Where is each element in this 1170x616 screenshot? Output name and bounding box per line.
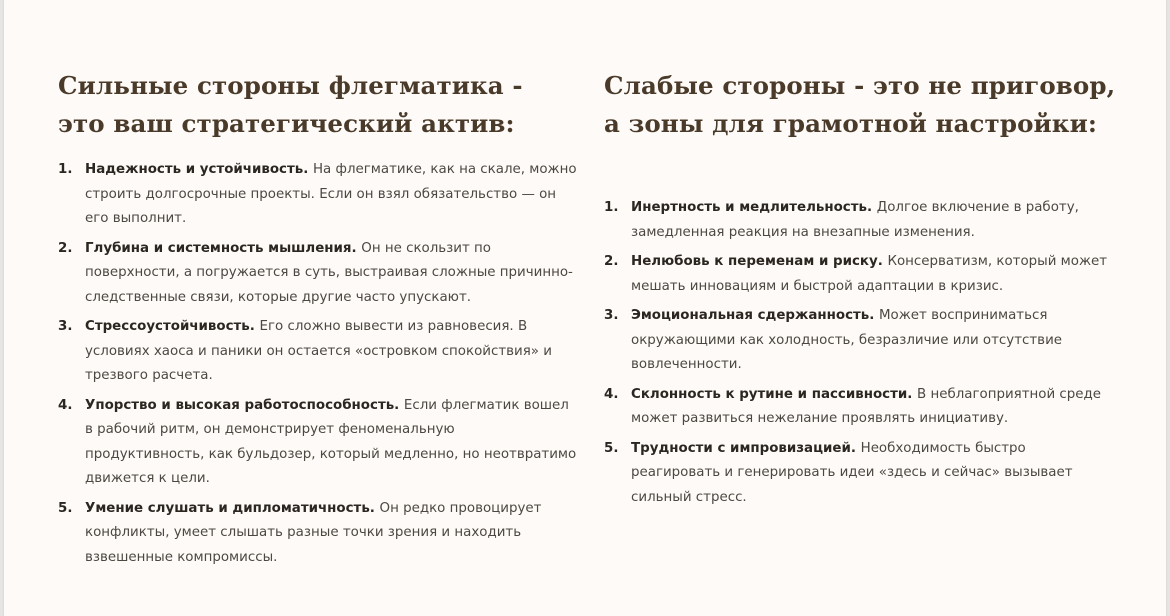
item-number: 3. xyxy=(604,308,619,323)
item-title: Глубина и системность мышления. xyxy=(85,240,362,256)
item-number: 1. xyxy=(58,162,73,177)
weaknesses-heading-line-2: а зоны для грамотной настройки: xyxy=(604,109,1097,138)
item-number: 5. xyxy=(604,440,619,456)
item-title: Упорство и высокая работоспособность. xyxy=(85,397,404,413)
weakness-item-3 xyxy=(604,304,1114,378)
item-text: Долгое включение в работу, замедленная реакция на внезапные изменения. xyxy=(631,200,1079,240)
item-title: Склонность к рутине и пассивности. xyxy=(631,386,918,402)
item-number: 5. xyxy=(58,500,73,516)
item-title: Умение слушать и дипломатичность. xyxy=(85,500,380,516)
item-text: Консерватизм, который может мешать инновациям и быстрой адаптации в кризис. xyxy=(631,254,1108,294)
item-title: Надежность и устойчивость. xyxy=(85,162,313,177)
strengths-heading-line-2: это ваш стратегический актив: xyxy=(58,109,515,138)
weaknesses-list xyxy=(604,196,1114,515)
item-title: Стрессоустойчивость. xyxy=(85,319,260,334)
item-text: В неблагоприятной среде может развиться нежелание проявлять инициативу. xyxy=(631,386,1102,426)
weaknesses-heading-line-1: Слабые стороны - это не приговор, xyxy=(604,71,1116,100)
strength-item-1 xyxy=(58,158,578,232)
strength-item-2 xyxy=(58,237,578,311)
strength-item-4 xyxy=(58,394,578,492)
item-text: Он не скользит по поверхности, а погружается в суть, выстраивая сложные причинно-следственные связи, которые другие часто упускают. xyxy=(85,240,573,305)
strengths-heading-line-1: Сильные стороны флегматика - xyxy=(58,71,523,100)
item-title: Трудности с импровизацией. xyxy=(631,440,861,456)
strength-item-3 xyxy=(58,315,578,389)
item-number: 4. xyxy=(604,386,619,402)
item-title: Инертность и медлительность. xyxy=(631,200,877,215)
item-text: Необходимость быстро реагировать и генерировать идеи «здесь и сейчас» вызывает сильный стресс. xyxy=(631,440,1073,505)
item-number: 3. xyxy=(58,319,73,334)
weakness-item-4 xyxy=(604,383,1114,432)
weakness-item-1 xyxy=(604,196,1114,245)
item-title: Эмоциональная сдержанность. xyxy=(631,308,879,323)
item-text: Он редко провоцирует конфликты, умеет слышать разные точки зрения и находить взвешенные компромиссы. xyxy=(85,500,542,565)
weakness-item-2 xyxy=(604,250,1114,299)
item-title: Нелюбовь к переменам и риску. xyxy=(631,254,888,269)
weaknesses-heading xyxy=(604,67,1115,143)
strengths-heading xyxy=(58,67,523,143)
item-text: На флегматике, как на скале, можно строить долгосрочные проекты. Если он взял обязательство — он его выполнит. xyxy=(85,162,577,226)
weakness-item-5 xyxy=(604,437,1114,511)
item-number: 2. xyxy=(58,240,73,256)
strength-item-5 xyxy=(58,497,578,571)
item-number: 1. xyxy=(604,200,619,215)
item-number: 4. xyxy=(58,397,73,413)
item-text: Если флегматик вошел в рабочий ритм, он демонстрирует феноменальную продуктивность, как бульдозер, который медленно, но неотвратимо движется к цели. xyxy=(85,397,577,486)
item-text: Может восприниматься окружающими как холодность, безразличие или отсутствие вовлеченности. xyxy=(631,308,1063,372)
strengths-list xyxy=(58,158,578,575)
item-text: Его сложно вывести из равновесия. В условиях хаоса и паники он остается «островком спокойствия» и трезвого расчета. xyxy=(85,319,552,383)
item-number: 2. xyxy=(604,254,619,269)
document-page xyxy=(4,0,1166,616)
